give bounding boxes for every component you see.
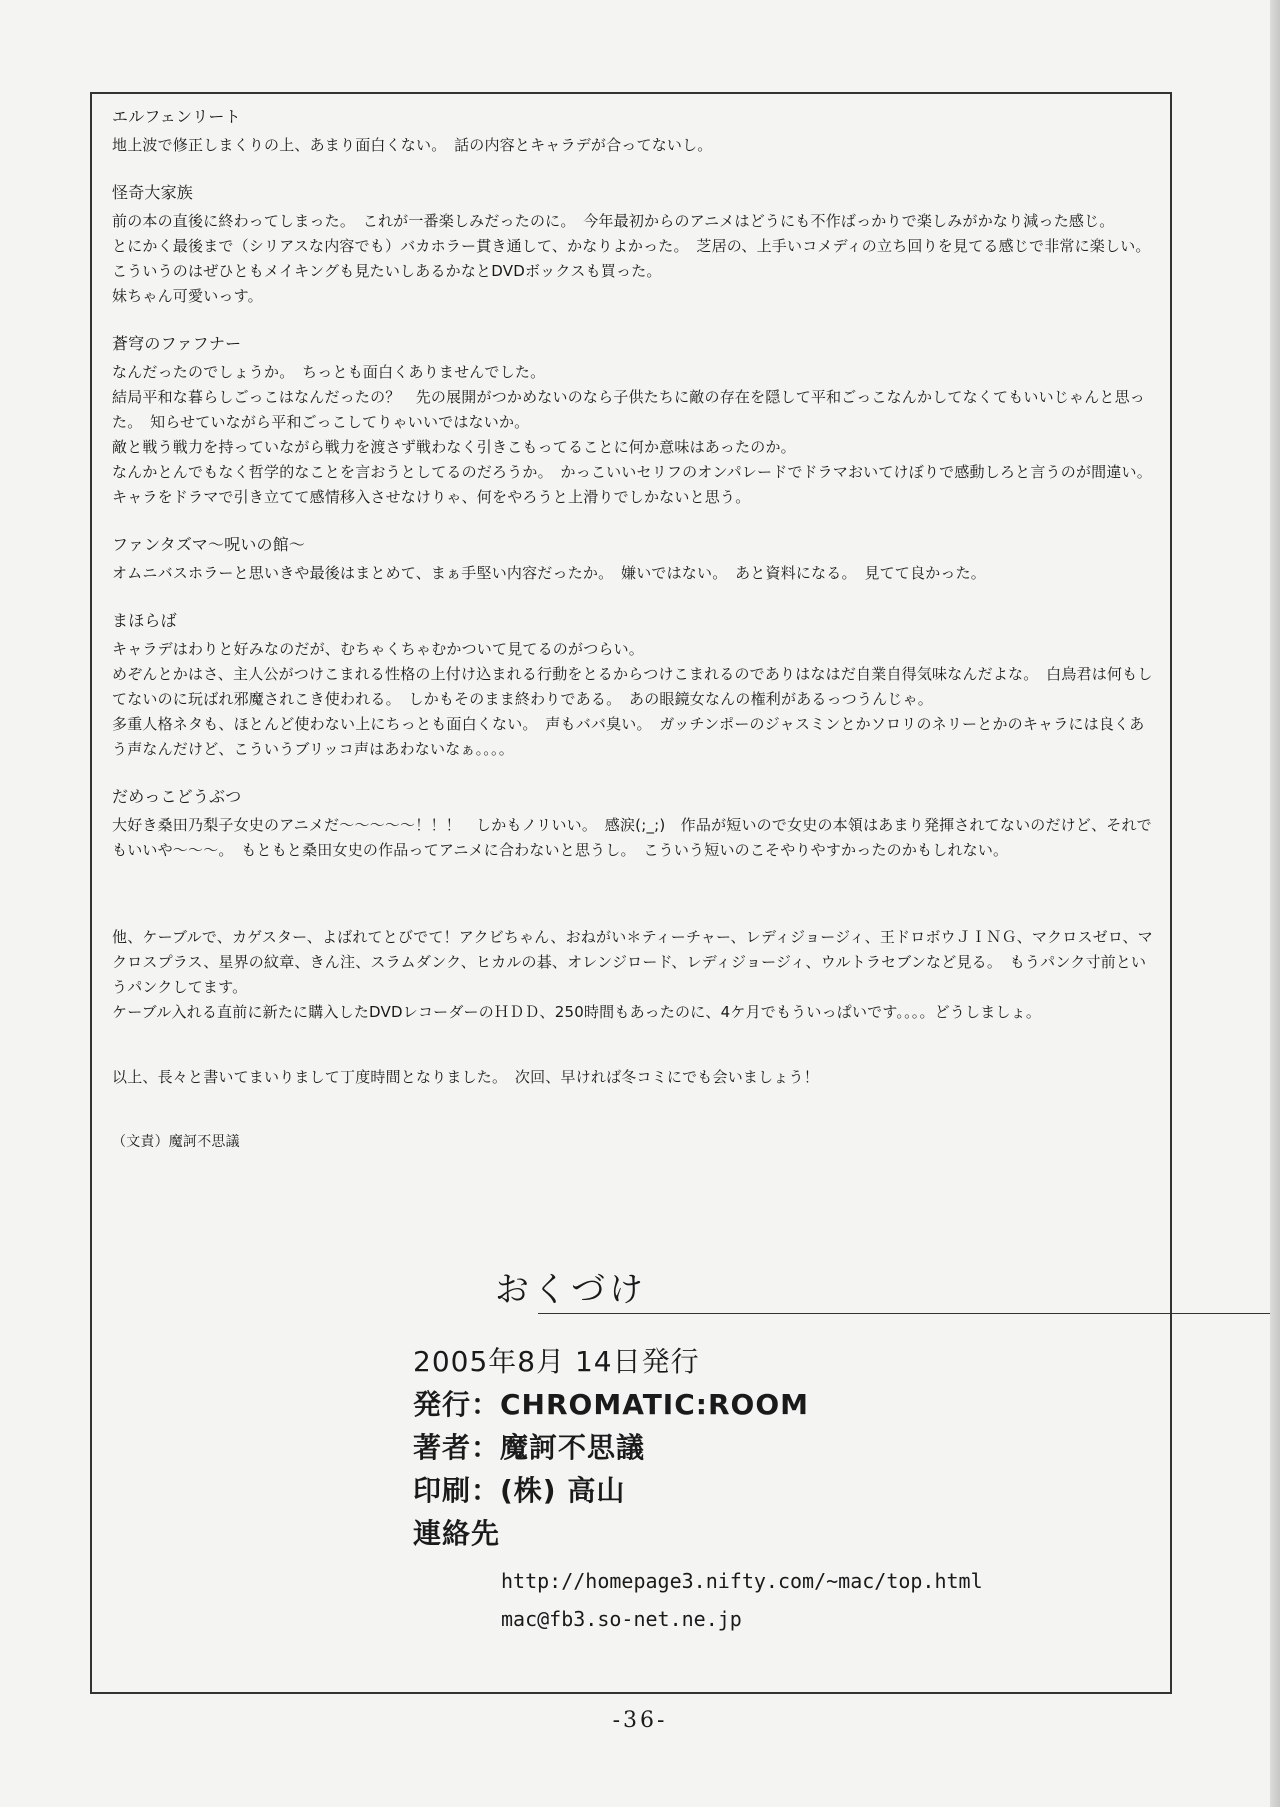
review-title: まほらば: [112, 611, 177, 630]
misc-paragraph: ケーブル入れる直前に新たに購入したDVDレコーダーのＨＤＤ、250時間もあったのに、4ケ月でもういっぱいです。。。。どうしましょ。: [112, 1003, 1042, 1021]
review-section: [112, 608, 1157, 762]
misc-paragraph: 他、ケーブルで、カゲスター、よばれてとびでて！アクビちゃん、おねがい＊ティーチャー、レディジョージィ、王ドロボウＪＩＮＧ、マクロスゼロ、マクロスプラス、星界の紋章、きん注、スラムダンク、ヒカルの碁、オレンジロード、レディジョージィ、ウルトラセブンなど見る。 もうパンク寸前というパンクしてます。: [112, 928, 1153, 996]
review-paragraph: オムニバスホラーと思いきや最後はまとめて、まぁ手堅い内容だったか。 嫌いではない。 あと資料になる。 見てて良かった。: [112, 564, 987, 582]
colophon-divider: [538, 1313, 1270, 1314]
review-paragraph: とにかく最後まで（シリアスな内容でも）バカホラー貫き通して、かなりよかった。 芝居の、上手いコメディの立ち回りを見てる感じで非常に楽しい。 こういうのはぜひともメイキングも見たいしあるかなとDVDボックスも買った。: [112, 237, 1159, 280]
publication-date: 2005年8月 14日発行: [413, 1345, 700, 1378]
review-title: 蒼穹のファフナー: [112, 334, 242, 353]
review-title: だめっこどうぶつ: [112, 787, 242, 806]
printer: 印刷：(株) 高山: [413, 1474, 626, 1507]
author: 著者：魔訶不思議: [413, 1431, 646, 1464]
review-section: [112, 180, 1157, 309]
author-credit: （文責）魔訶不思議: [112, 1134, 240, 1150]
contact-label: 連絡先: [413, 1517, 501, 1550]
colophon-details: [413, 1340, 809, 1555]
review-paragraph: キャラデはわりと好みなのだが、むちゃくちゃむかついて見てるのがつらい。: [112, 640, 645, 658]
review-content: [112, 104, 1160, 1155]
review-paragraph: 多重人格ネタも、ほとんど使わない上にちっとも面白くない。 声もババ臭い。 ガッチンポーのジャスミンとかソロリのネリーとかのキャラには良くあう声なんだけど、こういうブリッコ声はあわないなぁ。。。。: [112, 715, 1145, 758]
contact-info: [501, 1562, 983, 1638]
review-paragraph: なんかとんでもなく哲学的なことを言おうとしてるのだろうか。 かっこいいセリフのオンパレードでドラマおいてけぼりで感動しろと言うのが間違い。 キャラをドラマで引き立てて感情移入させなけりゃ、何をやろうと上滑りでしかないと思う。: [112, 463, 1160, 506]
review-paragraph: 敵と戦う戦力を持っていながら戦力を渡さず戦わなく引きこもってることに何か意味はあったのか。: [112, 438, 796, 456]
page-number: -36-: [612, 1708, 668, 1733]
colophon-title: おくづけ: [495, 1270, 647, 1310]
closing-remark: 以上、長々と書いてまいりまして丁度時間となりました。 次回、早ければ冬コミにでも会いましょう！: [112, 1068, 819, 1086]
review-paragraph: 結局平和な暮らしごっこはなんだったの？ 先の展開がつかめないのなら子供たちに敵の存在を隠して平和ごっこなんかしてなくてもいいじゃんと思った。 知らせていながら平和ごっこしてりゃいいではないか。: [112, 388, 1146, 431]
contact-email: mac@fb3.so-net.ne.jp: [501, 1607, 742, 1631]
misc-notes: [112, 925, 1157, 1025]
page-edge: [1270, 0, 1280, 1807]
homepage-url: http://homepage3.nifty.com/~mac/top.html: [501, 1569, 983, 1593]
review-title: エルフェンリート: [112, 107, 241, 126]
review-section: [112, 331, 1160, 510]
review-section: [112, 784, 1157, 863]
review-paragraph: 妹ちゃん可愛いっす。: [112, 287, 263, 305]
review-title: 怪奇大家族: [112, 183, 194, 202]
review-paragraph: めぞんとかはさ、主人公がつけこまれる性格の上付け込まれる行動をとるからつけこまれるのでありはなはだ自業自得気味なんだよな。 白鳥君は何もしてないのに玩ばれ邪魔されこき使われる。 しかもそのまま終わりである。 あの眼鏡女なんの権利があるっつうんじゃ。: [112, 665, 1153, 708]
review-paragraph: 大好き桑田乃梨子女史のアニメだ～～～～～！！！ しかもノリいい。 感涙(;_;) 作品が短いので女史の本領はあまり発揮されてないのだけど、それでもいいや～～～。 もともと桑田女史の作品ってアニメに合わないと思うし。 こういう短いのこそやりやすかったのかもしれない。: [112, 816, 1152, 859]
review-paragraph: 地上波で修正しまくりの上、あまり面白くない。 話の内容とキャラデが合ってないし。: [112, 136, 713, 154]
review-paragraph: 前の本の直後に終わってしまった。 これが一番楽しみだったのに。 今年最初からのアニメはどうにも不作ばっかりで楽しみがかなり減った感じ。: [112, 212, 1115, 230]
review-paragraph: なんだったのでしょうか。 ちっとも面白くありませんでした。: [112, 363, 546, 381]
review-title: ファンタズマ～呪いの館～: [112, 535, 306, 554]
review-section: [112, 104, 1157, 158]
review-section: [112, 532, 1157, 586]
publisher: 発行：CHROMATIC:ROOM: [413, 1388, 809, 1421]
